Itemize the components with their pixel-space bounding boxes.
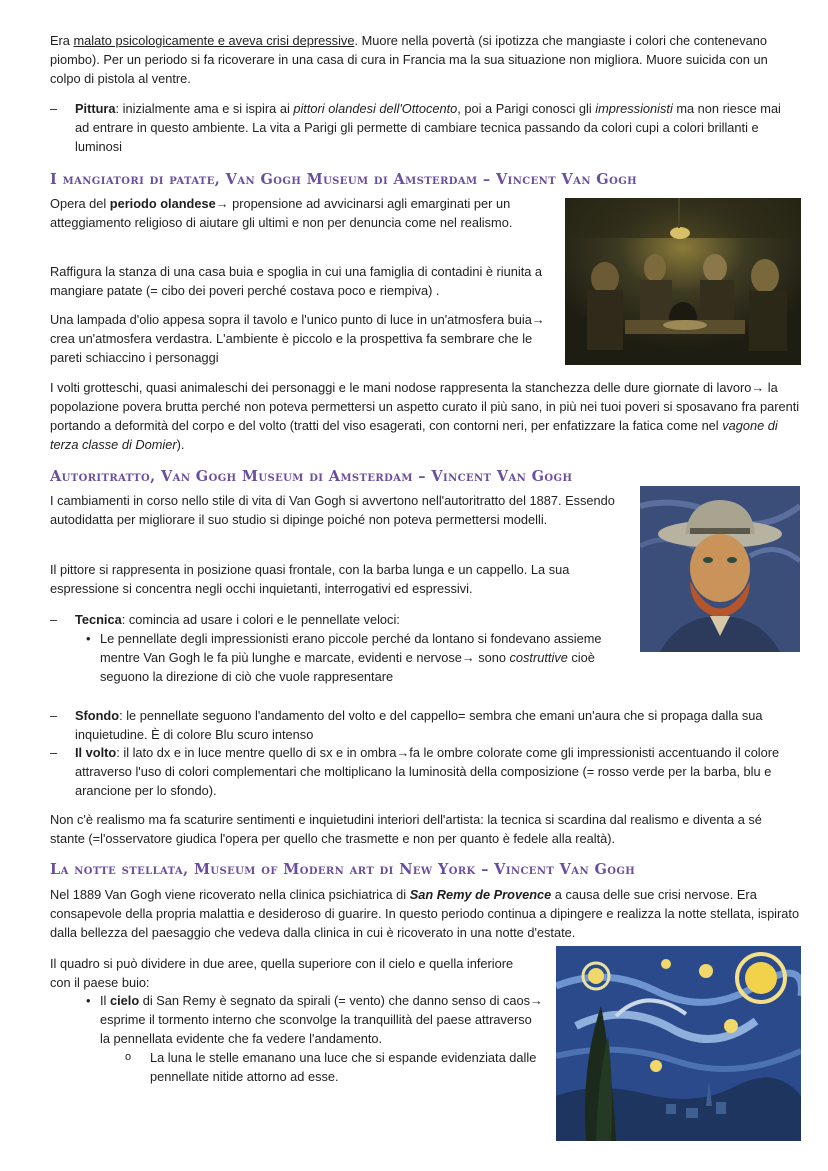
pittura-text-3: ma non riesce mai ad entrare in questo ambiente. La vita a Parigi gli permette di cambiare tecnica passando da colori cupi a colori brillanti e luminosi xyxy=(75,101,781,154)
mangiatori-p4-pre: I volti grotteschi, quasi animaleschi dei personaggi e le mani nodose rappresenta la stanchezza delle dure giornate di lavoro→ la popolazione povera brutta perché non poteva permettersi un aspetto curato il più sano, in più nei tuoi poveri si sposavano fra parenti portando a deformità del corpo e del volto (tratti del viso esagerati, con contorni neri, per enfatizzare la fatica come nel xyxy=(50,380,800,433)
notte-p1-bold-italic: San Remy de Provence xyxy=(409,887,552,902)
volto-label: Il volto xyxy=(75,745,117,760)
luna-sub-bullet-marker: o xyxy=(125,1051,132,1063)
section-heading-autoritratto: Autoritratto, Van Gogh Museum di Amsterdam – Vincent Van Gogh xyxy=(50,468,573,485)
pittura-text-1: : inizialmente ama e si ispira ai xyxy=(115,101,294,116)
mangiatori-p4-italic: vagone di terza classe di Domier xyxy=(50,418,778,452)
notte-p2: Il quadro si può dividere in due aree, quella superiore con il cielo e quella inferiore con il paese buio: xyxy=(50,956,514,990)
sfondo-label: Sfondo xyxy=(75,708,120,723)
cielo-bullet-dot: • xyxy=(86,993,91,1008)
luna-sub-bullet: La luna le stelle emanano una luce che si espande evidenziata dalle pennellate nitide attorno ad esse. xyxy=(150,1050,537,1084)
self-portrait-painting xyxy=(640,486,800,652)
mangiatori-p1-bold: periodo olandese xyxy=(109,196,216,211)
intro-pre: Era xyxy=(50,33,74,48)
potato-eaters-painting xyxy=(565,198,801,365)
mangiatori-p1-post: → propensione ad avvicinarsi agli emarginati per un atteggiamento religioso di aiutare gli ultimi e non per denuncia come nel realismo. xyxy=(50,196,513,230)
mangiatori-p4-post: ). xyxy=(176,437,185,452)
intro-post: . Muore nella povertà (si ipotizza che mangiaste i colori che contenevano piombo). Per un periodo si fa ricoverare in una casa di cura in Francia ma la sua situazione non migliora. Muore suicida con un colpo di pistola al ventre. xyxy=(50,33,768,86)
intro-paragraph xyxy=(50,31,790,88)
mangiatori-p3: Una lampada d'olio appesa sopra il tavolo e l'unico punto di luce in un'atmosfera buia→ crea un'atmosfera verdastra. L'ambiente è piccolo e la prospettiva fa sembrare che le pareti schiaccino i personaggi xyxy=(50,312,545,365)
intro-underlined: malato psicologicamente e aveva crisi depressive xyxy=(73,33,355,48)
section-heading-mangiatori: I mangiatori di patate, Van Gogh Museum di Amsterdam – Vincent Van Gogh xyxy=(50,171,637,188)
notte-p1-post: a causa delle sue crisi nervose. Era consapevole della propria malattia e desideroso di guarire. In questo periodo continua a dipingere e realizza la notte stellata, ispirato dalla bellezza del paesaggio che vedeva dalla clinica in cui è ricoverato in una notte d'estate. xyxy=(50,887,800,940)
volto-text: : il lato dx e in luce mentre quello di sx e in ombra→fa le ombre colorate come gli impressionisti accentuando il colore attraverso l'uso di colori complementari che moltiplicano la luminosità della composizione (= rosso verde per la barba, blu e arancione per lo sfondo). xyxy=(75,745,780,798)
tecnica-dash: – xyxy=(50,612,58,627)
pittura-label: Pittura xyxy=(75,101,116,116)
cielo-bold: cielo xyxy=(109,993,140,1008)
notte-p1 xyxy=(50,885,800,942)
cielo-pre: Il xyxy=(100,993,110,1008)
pittura-text-2: , poi a Parigi conosci gli xyxy=(457,101,596,116)
tecnica-text: : comincia ad usare i colori e le pennellate veloci: xyxy=(121,612,400,627)
tecnica-label: Tecnica xyxy=(75,612,122,627)
pittura-dash: – xyxy=(50,101,58,116)
autoritratto-p2: Il pittore si rappresenta in posizione quasi frontale, con la barba lunga e un cappello. La sua espressione si concentra negli occhi inquietanti, interrogativi ed espressivi. xyxy=(50,562,570,596)
mangiatori-p1-pre: Opera del xyxy=(50,196,110,211)
pittura-item xyxy=(75,99,795,156)
volto-item xyxy=(75,743,803,800)
pittura-italic-1: pittori olandesi dell'Ottocento xyxy=(293,101,458,116)
tecnica-bullet-dot: • xyxy=(86,631,91,646)
tecnica-item xyxy=(75,610,625,629)
starry-night-painting xyxy=(556,946,801,1141)
autoritratto-closing: Non c'è realismo ma fa scaturire sentimenti e inquietudini interiori dell'artista: la tecnica si scardina dal realismo e diventa a sé stante (=l'osservatore giudica l'opera per quello che trasmette e non per quanto è fedele alla realtà). xyxy=(50,812,762,846)
tecnica-bullet-post: cioè seguono la direzione di ciò che vuole rappresentare xyxy=(100,650,595,684)
pittura-italic-2: impressionisti xyxy=(595,101,673,116)
cielo-post: di San Remy è segnato da spirali (= vento) che danno senso di caos→ esprime il tormento interno che sconvolge la tranquillità del paese attraverso la pennellata evidente che fa vedere l'andamento. xyxy=(100,993,543,1046)
section-heading-notte-stellata: La notte stellata, Museum of Modern art di New York – Vincent Van Gogh xyxy=(50,861,636,878)
mangiatori-p4 xyxy=(50,378,800,454)
mangiatori-p2: Raffigura la stanza di una casa buia e spoglia in cui una famiglia di contadini è riunita a mangiare patate (= cibo dei poveri perché costava poco e riempiva) . xyxy=(50,264,543,298)
tecnica-bullet-italic: costruttive xyxy=(509,650,568,665)
tecnica-bullet xyxy=(100,629,625,686)
mangiatori-p1 xyxy=(50,194,555,232)
autoritratto-p1: I cambiamenti in corso nello stile di vita di Van Gogh si avvertono nell'autoritratto del 1887. Essendo autodidatta per migliorare il suo studio si dipinge poiché non poteva permettersi modelli. xyxy=(50,493,615,527)
sfondo-item xyxy=(75,706,800,744)
sfondo-text: : le pennellate seguono l'andamento del volto e del cappello= sembra che emani un'aura che si propaga dalla sua inquietudine. È di colore Blu scuro intenso xyxy=(75,708,763,742)
cielo-bullet xyxy=(100,991,545,1048)
notte-p1-pre: Nel 1889 Van Gogh viene ricoverato nella clinica psichiatrica di xyxy=(50,887,410,902)
tecnica-bullet-pre: Le pennellate degli impressionisti erano piccole perché da lontano si fondevano assieme mentre Van Gogh le fa più lunghe e marcate, evidenti e nervose→ sono xyxy=(100,631,602,665)
volto-dash: – xyxy=(50,745,58,760)
sfondo-dash: – xyxy=(50,708,58,723)
